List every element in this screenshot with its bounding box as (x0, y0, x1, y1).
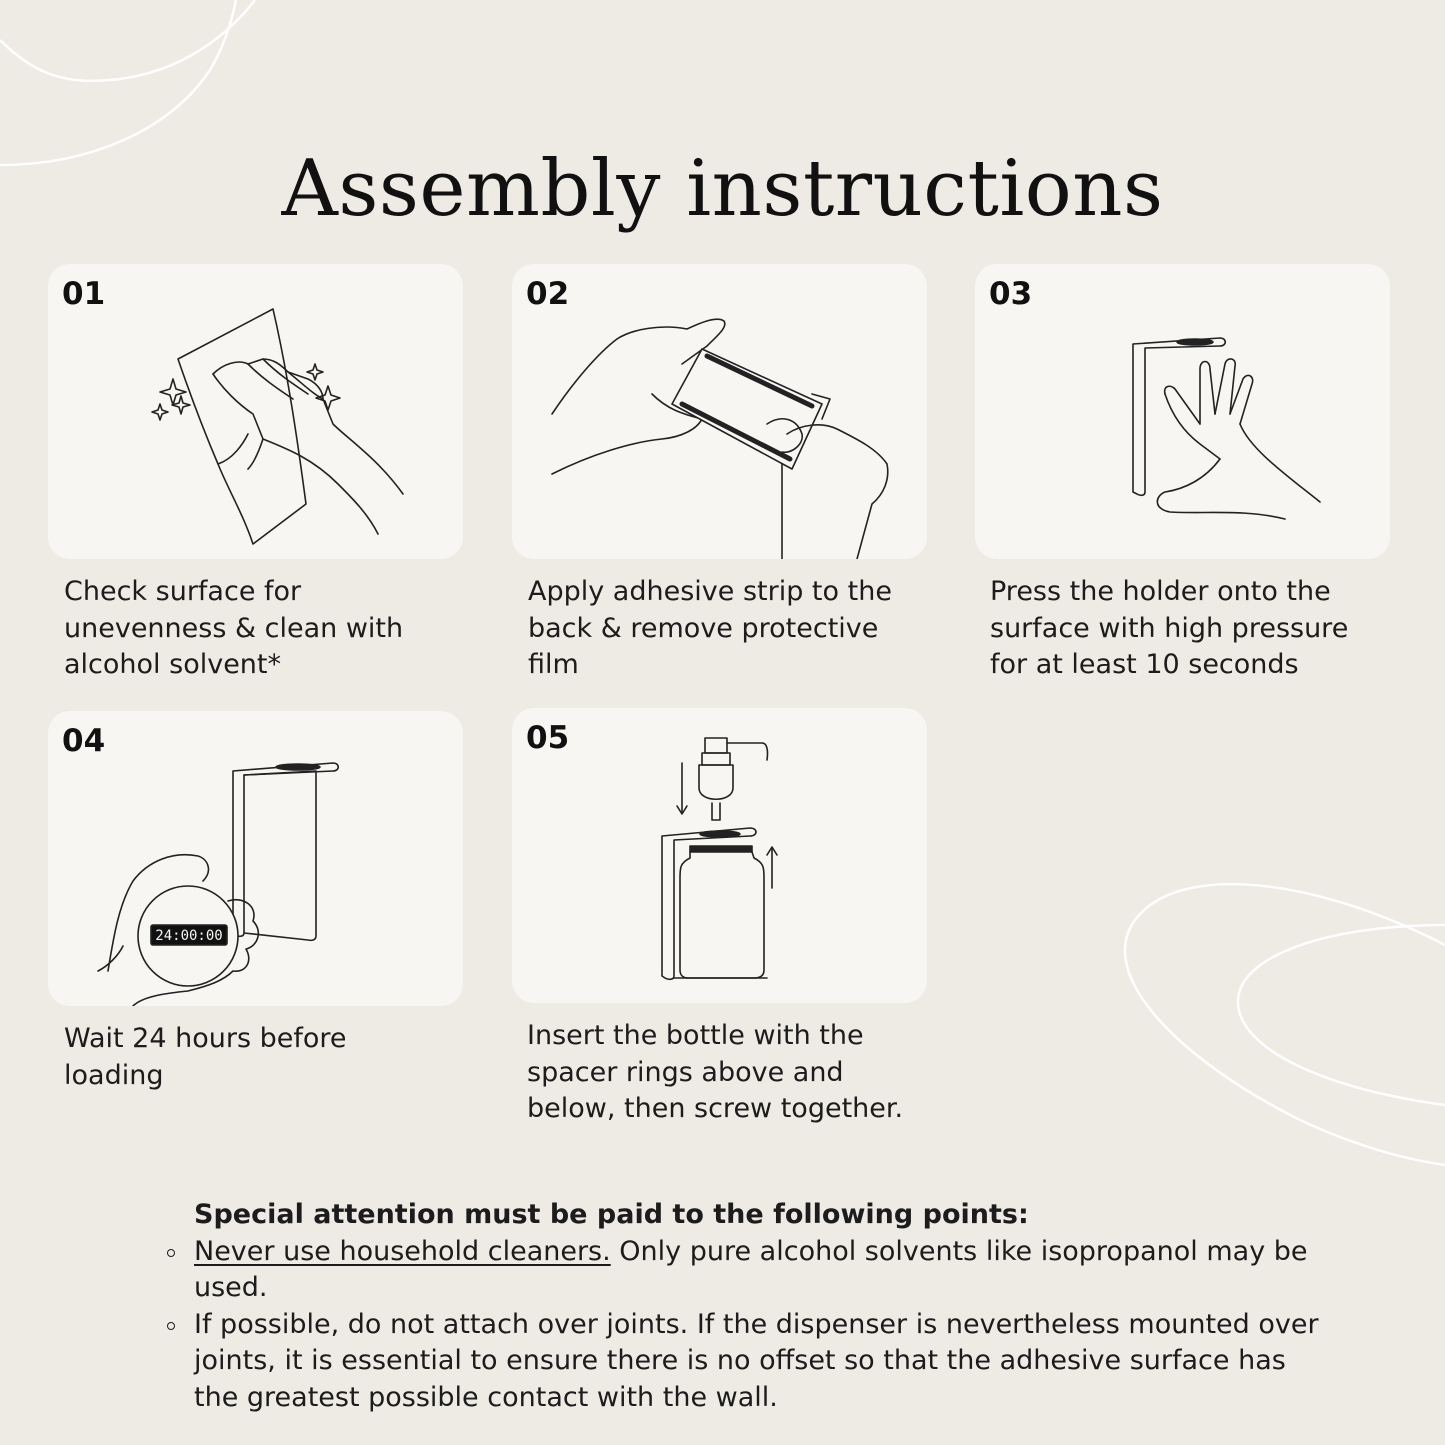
step-number: 02 (526, 276, 570, 312)
step-card-03 (975, 264, 1390, 559)
step-card-01 (48, 264, 463, 559)
notes-item-text: If possible, do not attach over joints. If the dispenser is nevertheless mounted over joints, it is essential to ensure there is no offset so that the adhesive surface has the greatest possible contact with the wall. (194, 1308, 1319, 1413)
hand-holding-timer-icon (48, 711, 463, 1006)
notes-item-emphasis: Never use household cleaners. (194, 1235, 611, 1267)
bullet-icon (167, 1322, 175, 1330)
step-number: 01 (62, 276, 106, 312)
timer-display: 24:00:00 (155, 928, 223, 944)
step-card-05 (512, 708, 927, 1003)
step-caption-01: Check surface for unevenness & clean with alcohol solvent* (64, 576, 404, 680)
notes-item-text: Only pure alcohol solvents like isopropanol may be used. (194, 1235, 1308, 1303)
step-card-04 (48, 711, 463, 1006)
notes-list (165, 1234, 1335, 1417)
bullet-icon (167, 1249, 175, 1257)
step-caption-05: Insert the bottle with the spacer rings above and below, then screw together. (527, 1020, 904, 1124)
step-number: 03 (989, 276, 1033, 312)
hand-pressing-holder-icon (975, 264, 1390, 559)
step-card-02 (512, 264, 927, 559)
bottle-in-holder-icon (512, 708, 927, 1003)
notes-heading: Special attention must be paid to the following points: (194, 1199, 1029, 1230)
notes-item (165, 1234, 1335, 1307)
step-caption-03: Press the holder onto the surface with high pressure for at least 10 seconds (990, 576, 1349, 680)
step-number: 05 (526, 720, 570, 756)
step-caption-02: Apply adhesive strip to the back & remove protective film (528, 576, 892, 680)
special-attention-notes (165, 1197, 1335, 1416)
hands-peeling-strip-icon (512, 264, 927, 559)
step-number: 04 (62, 723, 106, 759)
hand-wiping-cloth-icon (48, 264, 463, 559)
notes-item (165, 1307, 1335, 1417)
step-caption-04: Wait 24 hours before loading (64, 1023, 347, 1091)
page-title: Assembly instructions (281, 144, 1164, 235)
